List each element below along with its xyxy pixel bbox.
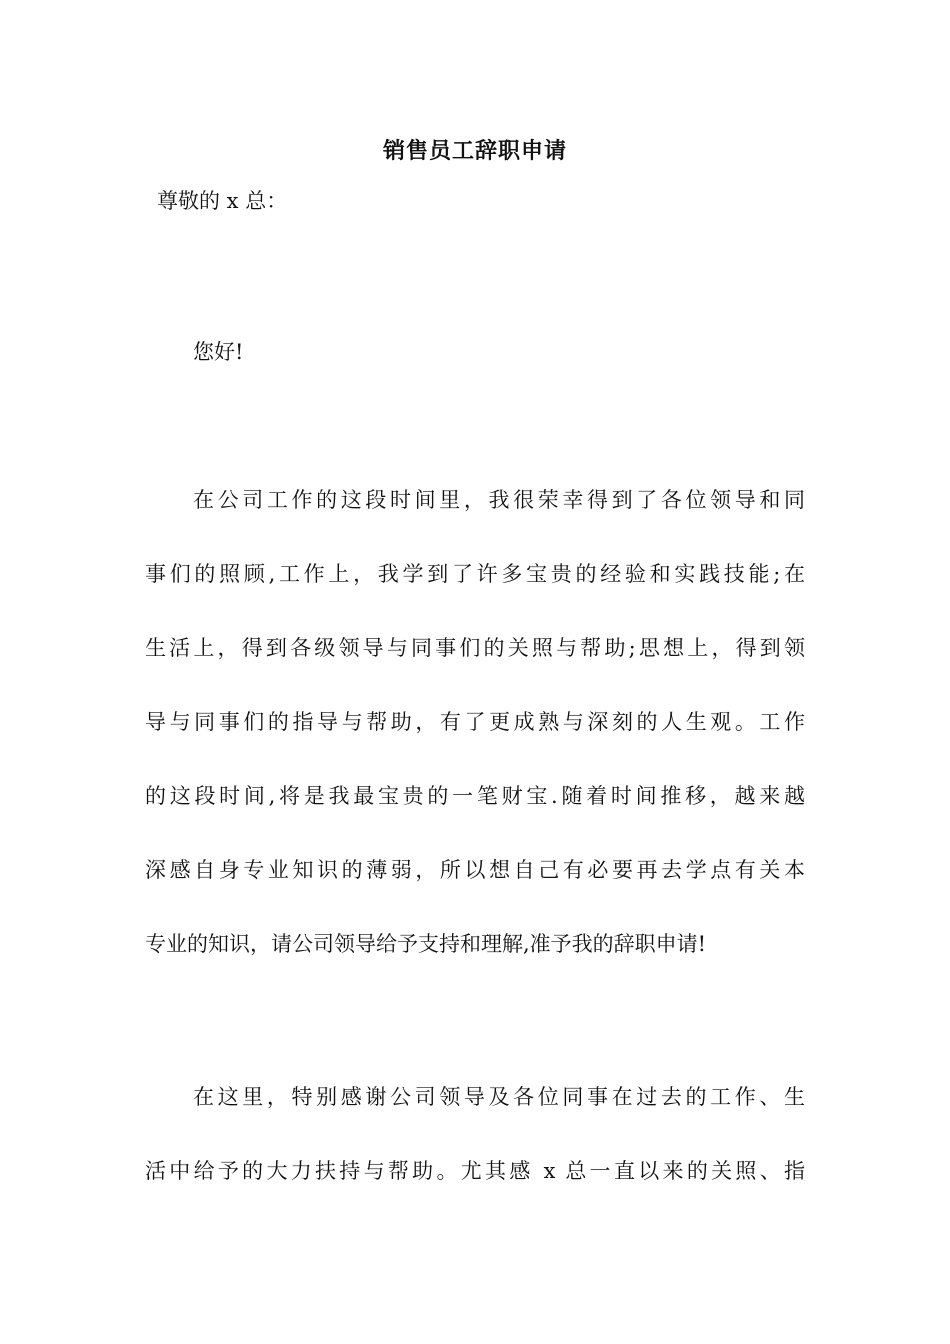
paragraph-thanks (145, 1082, 805, 1186)
paragraph-line: 导与同事们的指导与帮助，有了更成熟与深刻的人生观。工作 (145, 710, 805, 734)
paragraph-gratitude-and-reason (145, 485, 805, 959)
greeting: 您好! (193, 340, 244, 364)
paragraph-line: 生活上，得到各级领导与同事们的关照与帮助;思想上，得到领 (145, 636, 805, 660)
paragraph-line: 在公司工作的这段时间里，我很荣幸得到了各位领导和同 (193, 488, 805, 512)
paragraph-line: 深感自身专业知识的薄弱，所以想自己有必要再去学点有关本 (145, 858, 805, 882)
paragraph-line: 在这里，特别感谢公司领导及各位同事在过去的工作、生 (193, 1085, 805, 1109)
paragraph-line: 事们的照顾,工作上，我学到了许多宝贵的经验和实践技能;在 (145, 562, 805, 586)
paragraph-line: 活中给予的大力扶持与帮助。尤其感 x 总一直以来的关照、指 (145, 1159, 805, 1183)
salutation: 尊敬的 x 总： (157, 189, 288, 213)
paragraph-line: 专业的知识，请公司领导给予支持和理解,准予我的辞职申请! (145, 932, 707, 956)
paragraph-line: 的这段时间,将是我最宝贵的一笔财宝.随着时间推移，越来越 (145, 784, 805, 808)
document-title: 销售员工辞职申请 (382, 139, 567, 164)
